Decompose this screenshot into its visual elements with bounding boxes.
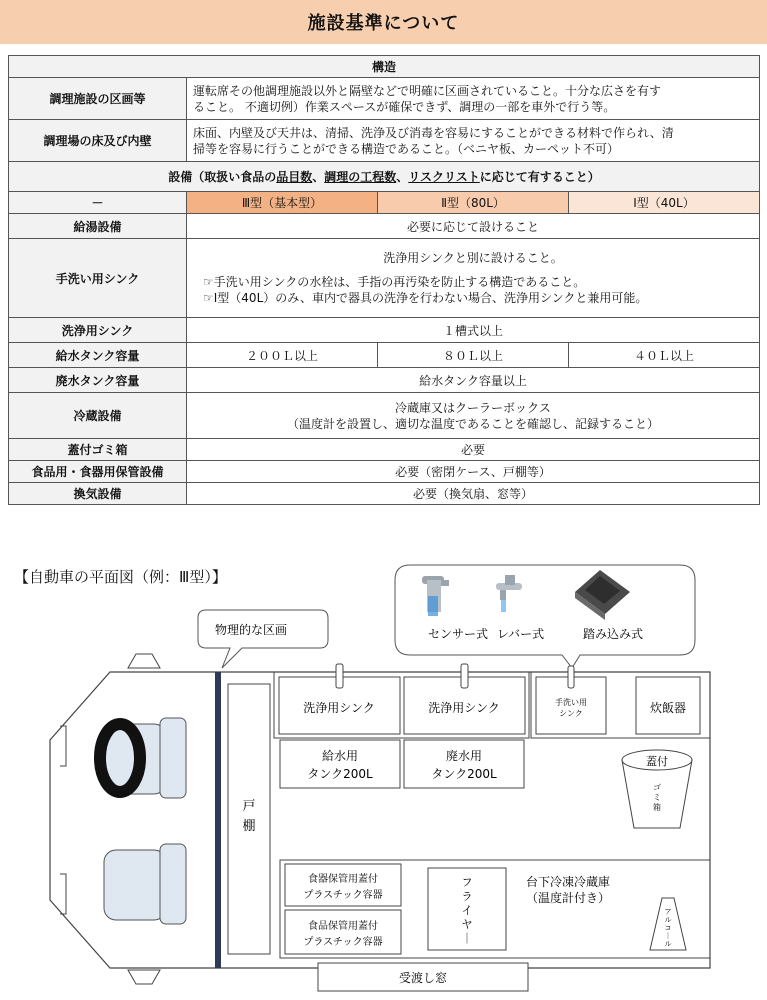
- row-label: 廃水タンク容量: [9, 368, 187, 393]
- row-value: ２００Ｌ以上: [187, 343, 378, 368]
- type-3-header: Ⅲ型（基本型）: [187, 192, 378, 214]
- partition-callout: [198, 610, 328, 668]
- fryer-label-char: ラ: [461, 890, 473, 903]
- wash-sink-2-label: 洗浄用シンク: [428, 701, 500, 715]
- row-value: 給水タンク容量以上: [187, 368, 760, 393]
- water-tank-label-2: タンク200L: [307, 767, 373, 781]
- food-storage-label-1: 食品保管用蓋付: [308, 921, 378, 932]
- hand-sink-label-1: 手洗い用: [555, 698, 587, 707]
- alcohol-label-char: ｜: [664, 932, 672, 940]
- type-1-header: Ⅰ型（40L）: [569, 192, 760, 214]
- waste-tank-label-1: 廃水用: [445, 749, 483, 763]
- fryer-label-char: イ: [461, 904, 473, 917]
- row-label: 蓋付ゴミ箱: [9, 439, 187, 461]
- faucet-label-lever: レバー式: [497, 627, 545, 641]
- alcohol-label-char: ア: [664, 908, 672, 916]
- food-storage-label-2: プラスチック容器: [303, 937, 383, 948]
- page-title: 施設基準について: [307, 13, 460, 34]
- row-label: 給湯設備: [9, 214, 187, 239]
- hand-sink-label-2: シンク: [559, 709, 583, 718]
- fridge-label-1: 台下冷凍冷蔵庫: [525, 875, 611, 889]
- cupboard-label-2: 棚: [242, 819, 256, 834]
- waste-tank-label-2: タンク200L: [431, 767, 497, 781]
- faucet-1-icon: [336, 664, 343, 688]
- table-row: [9, 214, 760, 239]
- table-row: [9, 461, 760, 483]
- dish-storage-label-2: プラスチック容器: [303, 890, 383, 901]
- faucet-label-sensor: センサー式: [428, 627, 489, 641]
- row-label: 調理施設の区画等: [9, 78, 187, 120]
- row-value: 必要（換気扇、窓等）: [187, 483, 760, 505]
- mirror-bottom: [128, 970, 160, 984]
- faucet-2-icon: [461, 664, 468, 688]
- dish-storage-label-1: 食器保管用蓋付: [308, 874, 378, 885]
- wash-sink-1-label: 洗浄用シンク: [303, 701, 375, 715]
- hand-faucet-icon: [568, 666, 574, 688]
- fridge-label-2: （温度計付き）: [525, 891, 611, 905]
- table-row: [9, 239, 760, 318]
- row-value: 冷蔵庫又はクーラーボックス （温度計を設置し、適切な温度であることを確認し、記録すること）: [187, 393, 760, 439]
- row-value: 必要: [187, 439, 760, 461]
- table-row: [9, 78, 760, 120]
- trash-body-label-2: ミ: [653, 793, 661, 802]
- title-bar: [0, 0, 767, 44]
- table-row: [9, 439, 760, 461]
- mirror-top: [128, 654, 160, 668]
- row-label: 食品用・食器用保管設備: [9, 461, 187, 483]
- fryer-label-char: フ: [461, 876, 473, 889]
- fryer-label-char: ヤ: [461, 918, 473, 931]
- alcohol-label-char: ル: [664, 916, 672, 924]
- row-label: 給水タンク容量: [9, 343, 187, 368]
- serving-window-label: 受渡し窓: [398, 971, 448, 985]
- cupboard-label-1: 戸: [242, 799, 256, 814]
- trash-body-label-1: ゴ: [653, 783, 661, 792]
- passenger-seat: [104, 844, 186, 924]
- equipment-header-row: [9, 162, 760, 192]
- row-label: 手洗い用シンク: [9, 239, 187, 318]
- standards-table: [8, 55, 760, 505]
- fryer-label-char: ｜: [461, 932, 473, 945]
- row-value: 必要（密閉ケース、戸棚等）: [187, 461, 760, 483]
- rice-cooker-label: 炊飯器: [649, 701, 687, 715]
- faucet-label-pedal: 踏み込み式: [583, 627, 644, 641]
- table-row: [9, 120, 760, 162]
- type-header-row: [9, 192, 760, 214]
- row-text: 運転席その他調理施設以外と隔壁などで明確に区画されていること。十分な広さを有す ること。 不適切例）作業スペースが確保できず、調理の一部を車外で行う等。: [187, 78, 760, 120]
- row-label: 冷蔵設備: [9, 393, 187, 439]
- table-row: [9, 483, 760, 505]
- partition-wall: [215, 672, 221, 968]
- table-row: [9, 393, 760, 439]
- equipment-header: 設備（取扱い食品の品目数、調理の工程数、リスクリストに応じて有すること）: [9, 162, 760, 192]
- alcohol-label-char: コ: [664, 924, 672, 932]
- structure-header-row: [9, 56, 760, 78]
- water-tank-label-1: 給水用: [321, 749, 359, 763]
- row-label: 洗浄用シンク: [9, 318, 187, 343]
- row-label: 調理場の床及び内壁: [9, 120, 187, 162]
- row-value: ４０Ｌ以上: [569, 343, 760, 368]
- trash-lid-label: 蓋付: [646, 755, 668, 768]
- row-label: 換気設備: [9, 483, 187, 505]
- front-bump-top: [60, 726, 66, 766]
- partition-callout-label: 物理的な区画: [215, 623, 288, 637]
- plan-title: 【自動車の平面図（例：Ⅲ型）】: [14, 568, 227, 586]
- row-value: 洗浄用シンクと別に設けること。 ☞手洗い用シンクの水栓は、手指の再汚染を防止する構造であること。 ☞Ⅰ型（40L）のみ、車内で器具の洗浄を行わない場合、洗浄用シンクと兼用可能。: [187, 239, 760, 318]
- table-row: [9, 343, 760, 368]
- trash-body-label-3: 箱: [653, 803, 661, 812]
- row-value: 必要に応じて設けること: [187, 214, 760, 239]
- alcohol-label-char: ル: [664, 940, 672, 948]
- table-row: [9, 368, 760, 393]
- row-text: 床面、内壁及び天井は、清掃、洗浄及び消毒を容易にすることができる材料で作られ、清 掃等を容易に行うことができる構造であること。（ベニヤ板、カーペット不可）: [187, 120, 760, 162]
- type-2-header: Ⅱ型（80L）: [378, 192, 569, 214]
- vehicle-floor-plan: [0, 560, 767, 1000]
- row-value: ８０Ｌ以上: [378, 343, 569, 368]
- front-bump-bottom: [60, 874, 66, 914]
- type-dash: －: [9, 192, 187, 214]
- row-value: １槽式以上: [187, 318, 760, 343]
- table-row: [9, 318, 760, 343]
- structure-header: 構造: [9, 56, 760, 78]
